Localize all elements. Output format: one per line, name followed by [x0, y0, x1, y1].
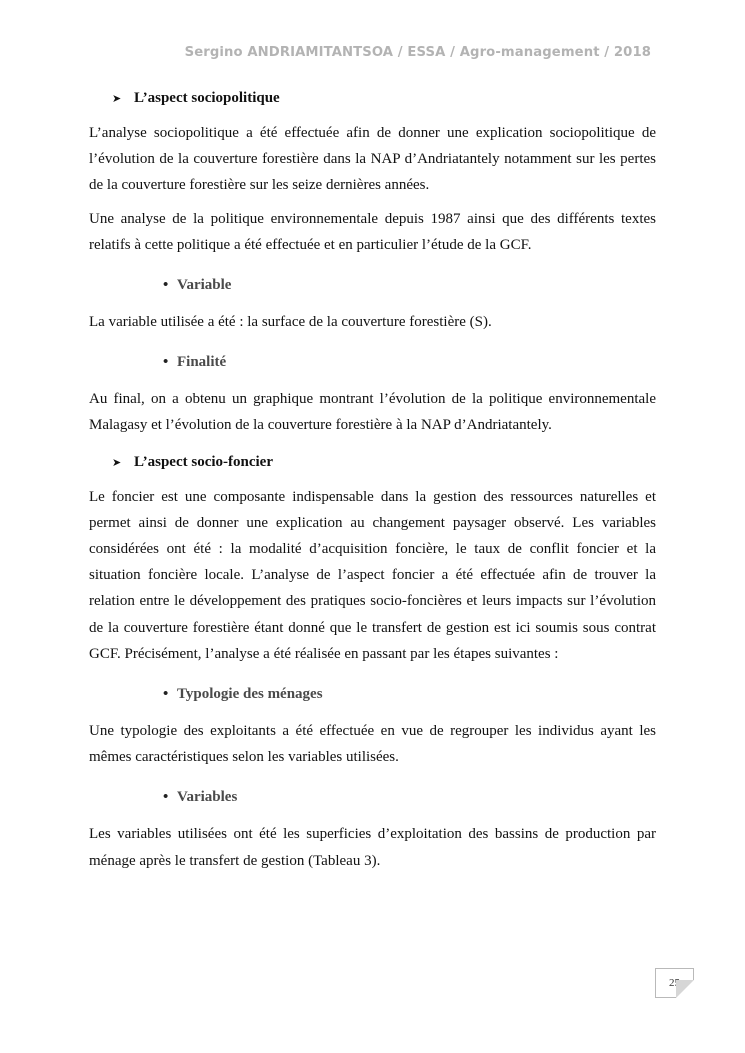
- section-heading-text: L’aspect socio-foncier: [134, 453, 273, 470]
- section-heading-text: L’aspect sociopolitique: [134, 90, 280, 106]
- paragraph: Les variables utilisées ont été les superficies d’exploitation des bassins de production par ménage après le transfert de gestion (Tableau 3).: [89, 826, 656, 869]
- bullet-heading-variable: [163, 275, 656, 295]
- paragraph: Une typologie des exploitants a été effectuée en vue de regrouper les individus ayant les mêmes caractéristiques selon les variables utilisées.: [89, 723, 656, 766]
- bullet-heading-variables: [163, 787, 656, 807]
- running-header: Sergino ANDRIAMITANTSOA / ESSA / Agro-management / 2018: [184, 45, 651, 60]
- section-heading-sociopolitique: [112, 88, 656, 109]
- paragraph: L’analyse sociopolitique a été effectuée afin de donner une explication sociopolitique de l’évolution de la couverture forestière dans la NAP d’Andriatantely notamment sur les pertes de la couverture forestière sur les seize dernières années.: [89, 125, 656, 194]
- bullet-dot-icon: •: [163, 789, 169, 806]
- bullet-heading-typologie: [163, 684, 656, 704]
- bullet-heading-text: Variables: [177, 789, 238, 806]
- bullet-dot-icon: •: [163, 277, 169, 294]
- section-heading-sociofoncier: [112, 452, 656, 473]
- paragraph: Une analyse de la politique environnementale depuis 1987 ainsi que des différents textes relatifs à cette politique a été effectuée et en particulier l’étude de la GCF.: [89, 210, 656, 253]
- page-number-box: [655, 968, 694, 998]
- paragraph: La variable utilisée a été : la surface de la couverture forestière (S).: [89, 314, 492, 331]
- arrow-bullet-icon: ➤: [112, 455, 122, 469]
- arrow-bullet-icon: ➤: [112, 92, 122, 105]
- paragraph: Au final, on a obtenu un graphique montrant l’évolution de la politique environnementale Malagasy et l’évolution de la couverture forestière à la NAP d’Andriatantely.: [89, 391, 656, 434]
- page-body: [89, 88, 656, 881]
- bullet-heading-text: Variable: [177, 277, 232, 294]
- paragraph: Le foncier est une composante indispensable dans la gestion des ressources naturelles et permet ainsi de donner une explication au changement paysager observé. Les variables considérées ont été : la modalité d’acquisition foncière, le taux de conflit foncier et la situation foncière locale. L’analyse de l’aspect foncier a été effectuée afin de trouver la relation entre le développement des pratiques socio-foncières et leurs impacts sur l’évolution de la couverture forestière étant donné que le transfert de gestion est ici soumis sous contrat GCF. Précisément, l’analyse a été réalisée en passant par les étapes suivantes :: [89, 488, 656, 662]
- bullet-heading-text: Finalité: [177, 354, 227, 371]
- bullet-heading-finalite: [163, 352, 656, 372]
- bullet-dot-icon: •: [163, 686, 169, 703]
- page-number: 25: [669, 977, 680, 989]
- bullet-dot-icon: •: [163, 354, 169, 371]
- page-curl-icon: [676, 980, 694, 998]
- bullet-heading-text: Typologie des ménages: [177, 686, 323, 703]
